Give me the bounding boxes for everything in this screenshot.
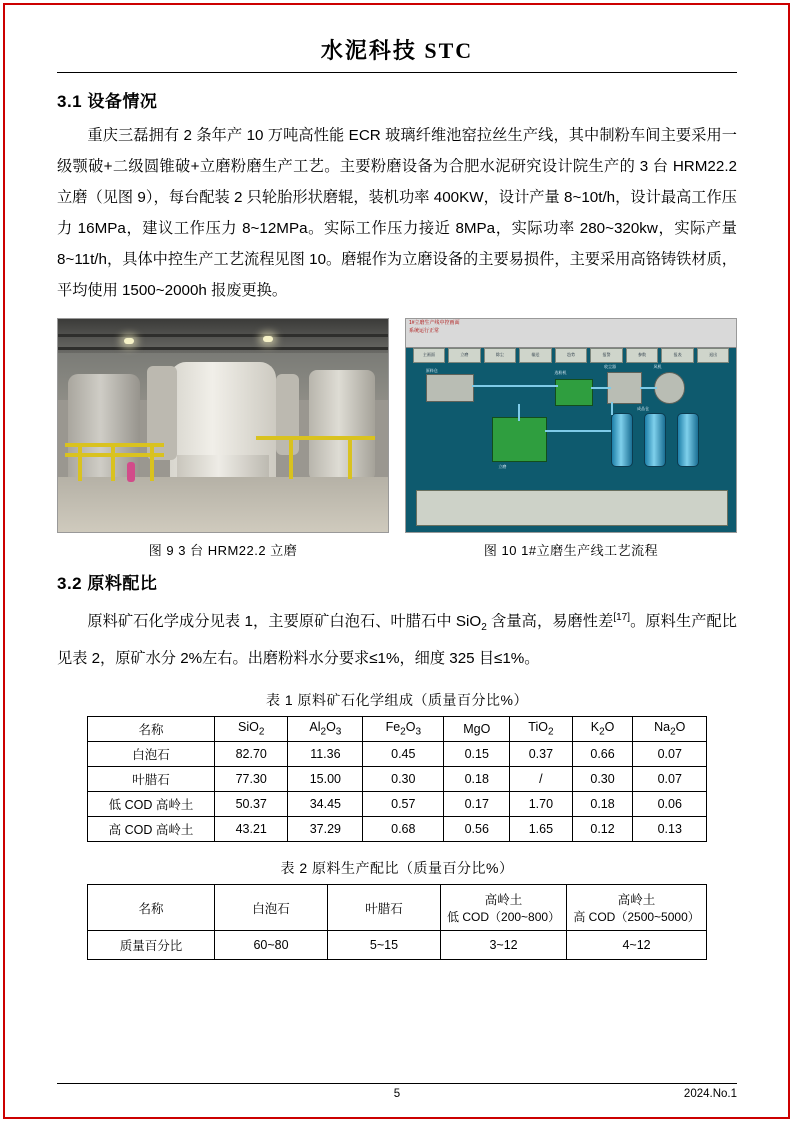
scada-button[interactable]: 输送 xyxy=(519,348,552,363)
scada-label-classifier: 选粉机 xyxy=(554,370,567,376)
scada-feed-bin xyxy=(426,374,474,402)
th-al2o3: $Al_2O_3$ xyxy=(288,717,363,742)
scada-button[interactable]: 立磨 xyxy=(448,348,481,363)
para-pre: 原料矿石化学成分见表 1，主要原矿白泡石、叶腊石中 SiO xyxy=(87,613,482,631)
cell-value: 0.66 xyxy=(572,742,633,767)
cell-value: 11.36 xyxy=(288,742,363,767)
table-row xyxy=(88,742,707,767)
page-content xyxy=(57,34,737,960)
table-row-header xyxy=(88,885,707,931)
cell-value: 0.18 xyxy=(444,767,510,792)
scada-label-mill: 立磨 xyxy=(498,463,507,469)
scada-vertical-mill xyxy=(492,417,547,462)
figure-10-caption: 图 10 1#立磨生产线工艺流程 xyxy=(483,543,659,558)
cell-value: / xyxy=(510,767,572,792)
photo-vertical-mills xyxy=(57,318,389,533)
para-sub: 2 xyxy=(481,622,487,634)
cell-value: 50.37 xyxy=(215,792,288,817)
scada-header-subtitle: 系统运行正常 xyxy=(409,328,440,334)
cell-value: 4~12 xyxy=(567,931,707,960)
cell-value: 0.07 xyxy=(633,742,707,767)
cell-value: 77.30 xyxy=(215,767,288,792)
cell-value: 0.57 xyxy=(363,792,444,817)
journal-title: 水泥科技 STC xyxy=(320,38,474,63)
table-row xyxy=(88,792,707,817)
cell-value: 37.29 xyxy=(288,817,363,842)
scada-label-fan: 风机 xyxy=(653,363,662,369)
section-3-1-paragraph: 重庆三磊拥有 2 条年产 10 万吨高性能 ECR 玻璃纤维池窑拉丝生产线，其中制粉车间主要采用一级颚破+二级圆锥破+立磨粉磨生产工艺。主要粉磨设备为合肥水泥研究设计院生产的 3 台 HRM22.2 立磨（见图 9），每台配装 2 只轮胎形状磨辊，装机功率 400KW，设计产量 8~10t/h，设计最高工作压力 16MPa，建议工作压力 8~12MPa。实际工作压力接近 8MPa，实际功率 280~320kw，实际产量 8~11t/h，具体中控生产工艺流程见图 10。磨辊作为立磨设备的主要易损件，主要采用高铬铸铁材质，平均使用 1500~2000h 报废更换。 xyxy=(57,127,737,299)
cell-name: 叶腊石 xyxy=(88,767,215,792)
cell-value: 34.45 xyxy=(288,792,363,817)
th-kaolin-low-cod-main: 高岭土 xyxy=(484,893,523,908)
th-fe2o3: $Fe_2O_3$ xyxy=(363,717,444,742)
para-post: 。原料生产配比见表 2，原矿水分 2%左右。出磨粉料水分要求≤1%，细度 325 目≤1%。 xyxy=(57,613,737,668)
table-2 xyxy=(87,884,707,960)
table-2-title: 表 2 原料生产配比（质量百分比%） xyxy=(280,860,514,877)
cell-value: 0.68 xyxy=(363,817,444,842)
scada-label-feed-bin: 原料仓 xyxy=(425,367,438,373)
cell-name: 低 COD 高岭土 xyxy=(88,792,215,817)
scada-label-product-silo: 成品仓 xyxy=(637,406,649,412)
th-baipaoshi: 白泡石 xyxy=(215,885,328,931)
scada-button[interactable]: 退出 xyxy=(697,348,730,363)
header-divider xyxy=(57,72,737,73)
cell-value: 0.30 xyxy=(572,767,633,792)
scada-button[interactable]: 报表 xyxy=(661,348,694,363)
scada-header-title: 1#立磨生产线中控画面 xyxy=(409,320,460,326)
cell-value: 0.56 xyxy=(444,817,510,842)
cell-value: 0.17 xyxy=(444,792,510,817)
figure-row xyxy=(57,318,737,559)
cell-value: 15.00 xyxy=(288,767,363,792)
scada-product-silo xyxy=(677,413,699,467)
th-name: 名称 xyxy=(88,717,215,742)
page-footer xyxy=(57,1083,737,1100)
cell-value: 1.70 xyxy=(510,792,572,817)
cell-value: 1.65 xyxy=(510,817,572,842)
scada-process-flow xyxy=(405,318,737,533)
scada-header xyxy=(406,319,736,348)
table-row xyxy=(88,767,707,792)
page-number: 5 xyxy=(393,1088,401,1100)
table-1 xyxy=(87,716,707,842)
scada-button[interactable]: 参数 xyxy=(626,348,659,363)
cell-value: 0.12 xyxy=(572,817,633,842)
cell-value: 0.37 xyxy=(510,742,572,767)
cell-name: 质量百分比 xyxy=(88,931,215,960)
cell-value: 43.21 xyxy=(215,817,288,842)
scada-label-dust-collector: 收尘器 xyxy=(604,363,616,369)
section-heading-3-1: 3.1 设备情况 xyxy=(57,92,158,111)
scada-status-panel xyxy=(416,490,728,526)
citation-ref: [17] xyxy=(613,612,631,623)
th-tio2: TiO$_2$ xyxy=(510,717,572,742)
th-name: 名称 xyxy=(88,885,215,931)
th-sio2: SiO$_2$ xyxy=(215,717,288,742)
th-mgo: MgO xyxy=(444,717,510,742)
cell-value: 0.45 xyxy=(363,742,444,767)
cell-value: 5~15 xyxy=(328,931,441,960)
figure-10 xyxy=(405,318,737,559)
scada-classifier xyxy=(555,379,593,407)
table-row xyxy=(88,817,707,842)
cell-value: 0.07 xyxy=(633,767,707,792)
table-row-header xyxy=(88,717,707,742)
cell-value: 82.70 xyxy=(215,742,288,767)
cell-value: 3~12 xyxy=(441,931,567,960)
cell-value: 0.15 xyxy=(444,742,510,767)
section-3-2-paragraph xyxy=(57,602,737,674)
th-kaolin-low-cod xyxy=(441,885,567,931)
scada-fan xyxy=(654,372,686,404)
cell-value: 60~80 xyxy=(215,931,328,960)
th-kaolin-high-cod-main: 高岭土 xyxy=(617,893,656,908)
th-kaolin-low-cod-sub: 低 COD（200~800） xyxy=(447,910,561,925)
issue-label: 2024.No.1 xyxy=(683,1088,737,1100)
th-na2o: $Na_2O$ xyxy=(633,717,707,742)
table-row xyxy=(88,931,707,960)
th-yelashi: 叶腊石 xyxy=(328,885,441,931)
cell-name: 高 COD 高岭土 xyxy=(88,817,215,842)
scada-button[interactable]: 趋势 xyxy=(555,348,588,363)
scada-dust-collector xyxy=(607,372,642,404)
th-k2o: $K_2O$ xyxy=(572,717,633,742)
cell-name: 白泡石 xyxy=(88,742,215,767)
figure-9 xyxy=(57,318,389,559)
cell-value: 0.13 xyxy=(633,817,707,842)
scada-button-row[interactable] xyxy=(413,348,730,363)
cell-value: 0.30 xyxy=(363,767,444,792)
cell-value: 0.18 xyxy=(572,792,633,817)
cell-value: 0.06 xyxy=(633,792,707,817)
scada-button[interactable]: 报警 xyxy=(590,348,623,363)
scada-button[interactable]: 除尘 xyxy=(484,348,517,363)
section-heading-3-2: 3.2 原料配比 xyxy=(57,574,158,593)
scada-button[interactable]: 主画面 xyxy=(413,348,446,363)
scada-product-silo xyxy=(611,413,633,467)
th-kaolin-high-cod xyxy=(567,885,707,931)
scada-product-silo xyxy=(644,413,666,467)
figure-9-caption: 图 9 3 台 HRM22.2 立磨 xyxy=(148,543,298,558)
para-mid: 含量高，易磨性差 xyxy=(486,613,614,631)
th-kaolin-high-cod-sub: 高 COD（2500~5000） xyxy=(573,910,700,925)
table-1-title: 表 1 原料矿石化学组成（质量百分比%） xyxy=(265,692,528,709)
